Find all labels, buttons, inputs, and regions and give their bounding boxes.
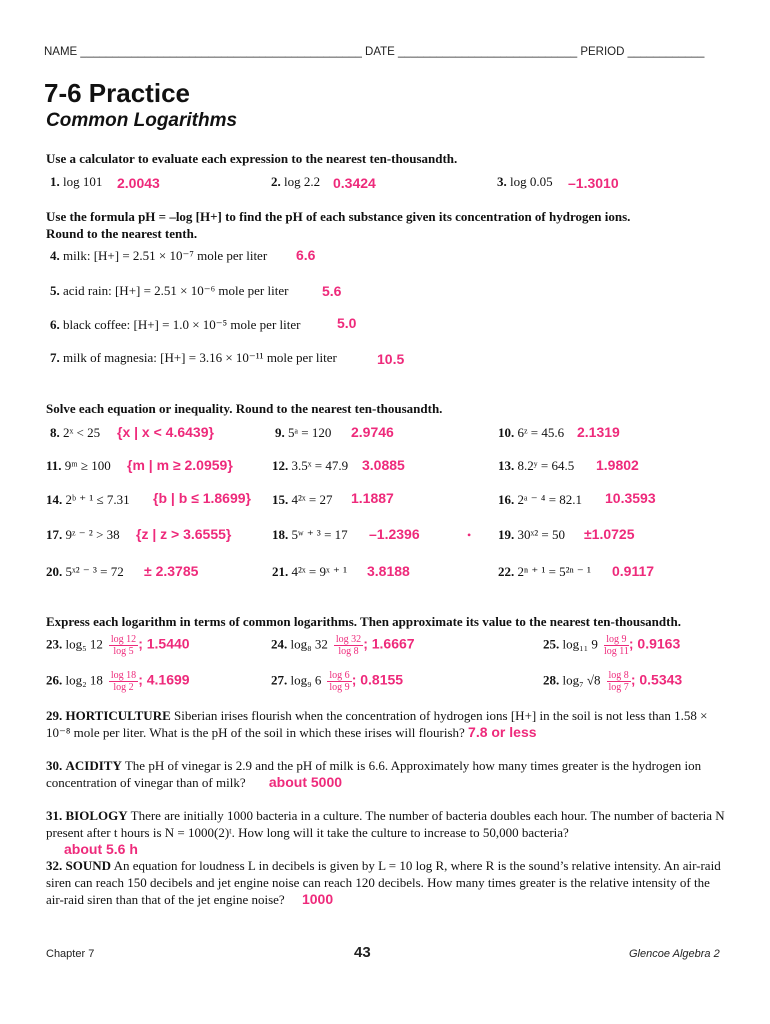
answer-11: {m | m ≥ 2.0959}: [127, 457, 233, 473]
fraction-25: $\frac{\log 9}{\log 11}$: [603, 634, 629, 657]
answer-22: 0.9117: [612, 563, 655, 579]
word-problem-29: 29. HORTICULTURE Siberian irises flourish when the concentration of hydrogen ions [H+] in the soil is not less than 1.58 × 10⁻⁸ mole per liter. What is the pH of the soil in which these irises will flourish? 7.8 or less: [46, 708, 708, 740]
answer-19: ±1.0725: [584, 526, 635, 542]
problem-16: 16. 2ᵃ ⁻ ⁴ = 82.1: [498, 492, 583, 507]
footer-book: Glencoe Algebra 2: [629, 948, 720, 960]
page-number: 43: [354, 944, 371, 961]
problem-4: 4. milk: [H+] = 2.51 × 10⁻⁷ mole per liter: [50, 248, 268, 263]
problem-11: 11. 9ᵐ ≥ 100: [46, 458, 111, 473]
fraction-24: $\frac{\log 32}{\log 8}$: [335, 634, 362, 657]
fraction-23: $\frac{\log 12}{\log 5}$: [110, 634, 137, 657]
problem-18: 18. 5ʷ ⁺ ³ = 17: [272, 527, 348, 542]
fraction-28: $\frac{\log 8}{\log 7}$: [608, 670, 629, 693]
problem-26: 26. log₂ 18 $\frac{\log 18}{\log 2}$ ; 4.1699: [46, 670, 190, 693]
word-problem-30: 30. ACIDITY The pH of vinegar is 2.9 and the pH of milk is 6.6. Approximately how many times greater is the hydrogen ion concentration of vinegar than of milk? about 5000: [46, 758, 702, 790]
answer-21: 3.8188: [367, 563, 410, 579]
problem-15: 15. 4²ˣ = 27: [272, 492, 333, 507]
answer-17: {z | z > 3.6555}: [136, 526, 232, 542]
problem-13: 13. 8.2ʸ = 64.5: [498, 458, 575, 473]
problem-24: 24. log₈ 32 $\frac{\log 32}{\log 8}$ ; 1.6667: [271, 634, 415, 657]
problem-1: 1. log 101: [50, 174, 103, 189]
answer-8: {x | x < 4.6439}: [117, 424, 214, 440]
fraction-27: $\frac{\log 6}{\log 9}$: [329, 670, 350, 693]
problem-2: 2. log 2.2: [271, 174, 321, 189]
problem-19: 19. 30ˣ² = 50: [498, 527, 565, 542]
answer-13: 1.9802: [596, 457, 639, 473]
answer-7: 10.5: [377, 351, 405, 367]
problem-27: 27. log₉ 6 $\frac{\log 6}{\log 9}$ ; 0.8155: [271, 670, 404, 693]
answer-9: 2.9746: [351, 424, 394, 440]
problem-20: 20. 5ˣ² ⁻ ³ = 72: [46, 564, 124, 579]
page-title: 7-6 Practice: [44, 78, 190, 108]
answer-10: 2.1319: [577, 424, 620, 440]
problem-25: 25. log₁₁ 9 $\frac{\log 9}{\log 11}$ ; 0.9163: [543, 634, 681, 657]
problem-28: 28. log₇ √8 $\frac{\log 8}{\log 7}$ ; 0.5343: [543, 670, 683, 693]
problem-5: 5. acid rain: [H+] = 2.51 × 10⁻⁶ mole per liter: [50, 283, 289, 298]
problem-23: 23. log₅ 12 $\frac{\log 12}{\log 5}$ ; 1.5440: [46, 634, 190, 657]
problem-14: 14. 2ᵇ ⁺ ¹ ≤ 7.31: [46, 492, 130, 507]
fraction-26: $\frac{\log 18}{\log 2}$: [110, 670, 137, 693]
problem-21: 21. 4²ˣ = 9ˣ ⁺ ¹: [272, 564, 348, 579]
bullet-mark: •: [467, 528, 472, 542]
answer-18: –1.2396: [369, 526, 420, 542]
answer-6: 5.0: [337, 315, 357, 331]
answer-5: 5.6: [322, 283, 342, 299]
problem-7: 7. milk of magnesia: [H+] = 3.16 × 10⁻¹¹ mole per liter: [50, 350, 337, 365]
answer-4: 6.6: [296, 247, 316, 263]
problem-8: 8. 2ˣ < 25: [50, 425, 101, 440]
answer-15: 1.1887: [351, 490, 394, 506]
word-problem-32: 32. SOUND An equation for loudness L in decibels is given by L = 10 log R, where R is the sound’s relative intensity. An air-raid siren can reach 150 decibels and jet engine noise can reach 120 decibels. How many times greater is the relative intensity of the air-raid siren than that of the jet engine noise? 1000: [46, 858, 721, 907]
problem-12: 12. 3.5ˣ = 47.9: [272, 458, 349, 473]
problem-6: 6. black coffee: [H+] = 1.0 × 10⁻⁵ mole per liter: [50, 317, 301, 332]
section1-instruction: Use a calculator to evaluate each expression to the nearest ten-thousandth.: [46, 151, 458, 166]
problem-9: 9. 5ᵃ = 120: [275, 425, 332, 440]
footer-chapter: Chapter 7: [46, 948, 95, 960]
section4-instruction: Express each logarithm in terms of common logarithms. Then approximate its value to the nearest ten-thousandth.: [46, 614, 681, 629]
answer-1: 2.0043: [117, 175, 160, 191]
word-problem-31: 31. BIOLOGY There are initially 1000 bacteria in a culture. The number of bacteria doubles each hour. The number of bacteria N present after t hours is N = 1000(2)ᵗ. How long will it take the culture to increase to 50,000 bacteria? about 5.6 h: [46, 808, 725, 857]
problem-3: 3. log 0.05: [497, 174, 553, 189]
section2-instruction: Use the formula pH = –log [H+] to find the pH of each substance given its concentration of hydrogen ions. Round to the nearest tenth.: [46, 209, 631, 241]
section3-instruction: Solve each equation or inequality. Round to the nearest ten-thousandth.: [46, 401, 443, 416]
answer-3: –1.3010: [568, 175, 619, 191]
answer-20: ± 2.3785: [144, 563, 199, 579]
answer-16: 10.3593: [605, 490, 656, 506]
problem-10: 10. 6ᶻ = 45.6: [498, 425, 565, 440]
answer-2: 0.3424: [333, 175, 376, 191]
problem-22: 22. 2ⁿ ⁺ ¹ = 5²ⁿ ⁻ ¹: [498, 564, 591, 579]
page-subtitle: Common Logarithms: [46, 110, 238, 131]
answer-14: {b | b ≤ 1.8699}: [153, 490, 251, 506]
problem-17: 17. 9ᶻ ⁻ ² > 38: [46, 527, 120, 542]
answer-12: 3.0885: [362, 457, 405, 473]
name-date-period-line: NAME ____________________________________________ DATE ____________________________ PERIOD ____________: [44, 46, 705, 58]
